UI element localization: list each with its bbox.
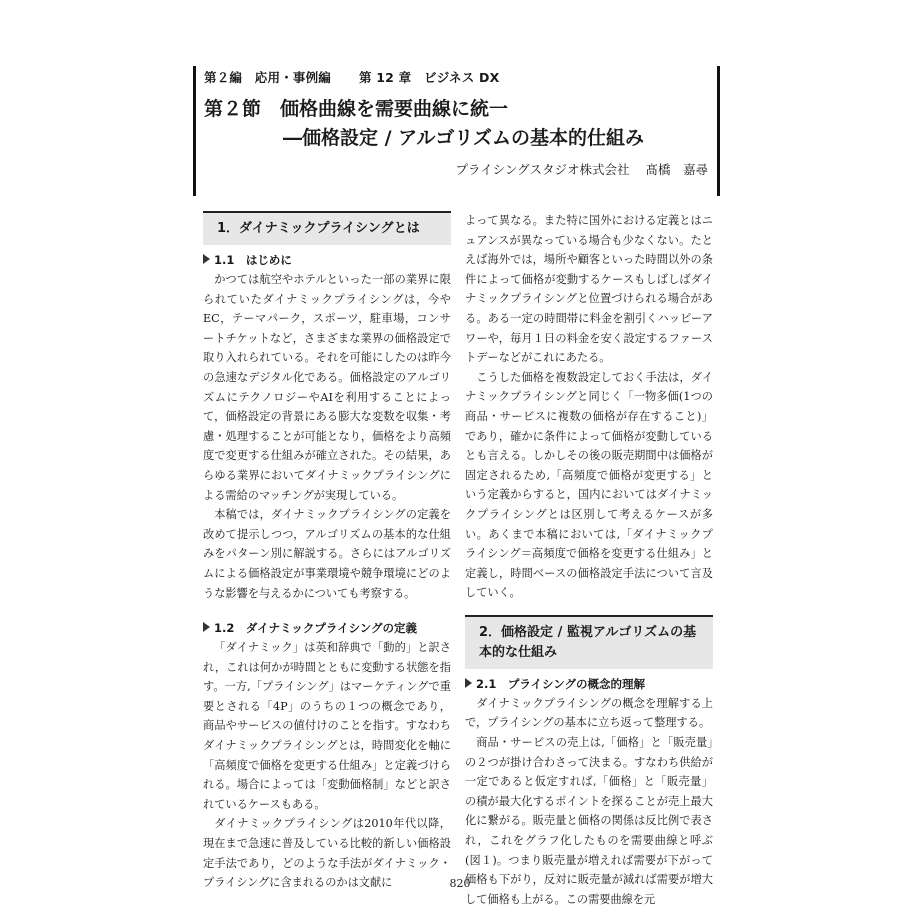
paragraph-8: 商品・サービスの売上は,「価格」と「販売量」の２つが掛け合わさって決まる。すなわち供給が一定であると仮定すれば,「価格」と「販売量」の積が最大化するポイントを探ることが売上最大化に繋がる。販売量と価格の関係は反比例で表され，これをグラフ化したものを需要曲線と呼ぶ(図１)。つまり販売量が増えれば需要が下がって価格も下がり，反対に販売量が減れば需要が増大して価格も上がる。この需要曲線を元 — [465, 736, 713, 906]
left-column — [203, 211, 451, 893]
running-head — [204, 68, 499, 86]
subsection-heading-1-1 — [203, 251, 451, 270]
paragraph-5: よって異なる。また特に国外における定義とはニュアンスが異なっている場合も少なくない。たとえば海外では，場所や顧客といった時間以外の条件によって価格が変動するケースもしばしばダイナミックプライシングと位置づけられる場合がある。ある一定の時間帯に料金を割引くハッピーアワーや，毎月１日の料金を安く設定するファーストデーなどがこれにあたる。 — [465, 214, 713, 365]
header-rule-left — [193, 66, 196, 196]
article-title-line1: 第２節 価格曲線を需要曲線に統一 — [204, 98, 509, 120]
running-head-part: 第２編 応用・事例編 — [204, 70, 332, 85]
paragraph-4: ダイナミックプライシングは2010年代以降，現在まで急速に普及している比較的新しい価格設定手法であり，どのような手法がダイナミック・プライシングに含まれるのかは文献に — [203, 817, 451, 890]
triangle-marker-icon — [203, 622, 210, 632]
right-column — [465, 211, 713, 909]
subsection-heading-1-2 — [203, 619, 451, 638]
running-head-chapter: 第 12 章 ビジネス DX — [359, 70, 500, 85]
paragraph-1: かつては航空やホテルといった一部の業界に限られていたダイナミックプライシングは，今やEC，テーマパーク，スポーツ，駐車場，コンサートチケットなど，さまざまな業界の価格設定で取り入れられている。それを可能にしたのは昨今の急速なデジタル化である。価格設定のアルゴリズムにテクノロジーやAIを利用することによって，価格設定の背景にある膨大な変数を収集・考慮・処理することが可能となり，価格をより高頻度で変更する仕組みが確立された。その結果，あらゆる業界においてダイナミックプライシングによる需給のマッチングが実現している。 — [203, 273, 451, 502]
author-affiliation: プライシングスタジオ株式会社 — [455, 162, 630, 177]
section-heading-2: 2．価格設定 / 監視アルゴリズムの基本的な仕組み — [465, 615, 713, 669]
section-heading-1: 1．ダイナミックプライシングとは — [203, 211, 451, 245]
page-number: 820 — [449, 877, 471, 890]
paragraph-3: 「ダイナミック」は英和辞典で「動的」と訳され，これは何かが時間とともに変動する状態を指す。一方,「プライシング」はマーケティングで重要とされる「4P」のうちの１つの概念であり，商品やサービスの値付けのことを指す。すなわちダイナミックプライシングとは，時間変化を軸に「高頻度で価格を変更する仕組み」と定義づけられる。場合によっては「変動価格制」などと訳されているケースもある。 — [203, 641, 451, 811]
paragraph-7: ダイナミックプライシングの概念を理解する上で，プライシングの基本に立ち返って整理する。 — [465, 696, 713, 730]
subsection-heading-2-1-text: 2.1 プライシングの概念的理解 — [476, 676, 646, 691]
subsection-heading-1-2-text: 1.2 ダイナミックプライシングの定義 — [214, 621, 418, 636]
triangle-marker-icon — [203, 254, 210, 264]
subsection-heading-1-1-text: 1.1 はじめに — [214, 253, 292, 267]
author-name: 髙橋 嘉尋 — [645, 162, 708, 177]
paragraph-2: 本稿では，ダイナミックプライシングの定義を改めて提示しつつ，アルゴリズムの基本的な仕組みをパターン別に解説する。さらにはアルゴリズムによる価格設定が事業環境や競争環境にどのような影響を与えるかについても考察する。 — [203, 508, 451, 600]
triangle-marker-icon — [465, 678, 472, 688]
article-title-line2: ―価格設定 / アルゴリズムの基本的仕組み — [283, 127, 645, 149]
author-line — [456, 160, 708, 178]
subsection-heading-2-1 — [465, 675, 713, 694]
paragraph-6: こうした価格を複数設定しておく手法は，ダイナミックプライシングと同じく「一物多価(1つの商品・サービスに複数の価格が存在すること)」であり，確かに条件によって価格が変動しているとも言える。しかしその後の販売期間中は価格が固定されるため,「高頻度で価格が変更する」という定義からすると，国内においてはダイナミックプライシングとは区別して考えるケースが多い。あくまで本稿においては,「ダイナミックプライシング＝高頻度で価格を変更する仕組み」と定義し，時間ベースの価格設定手法について言及していく。 — [465, 370, 713, 600]
header-rule-right — [717, 66, 720, 196]
